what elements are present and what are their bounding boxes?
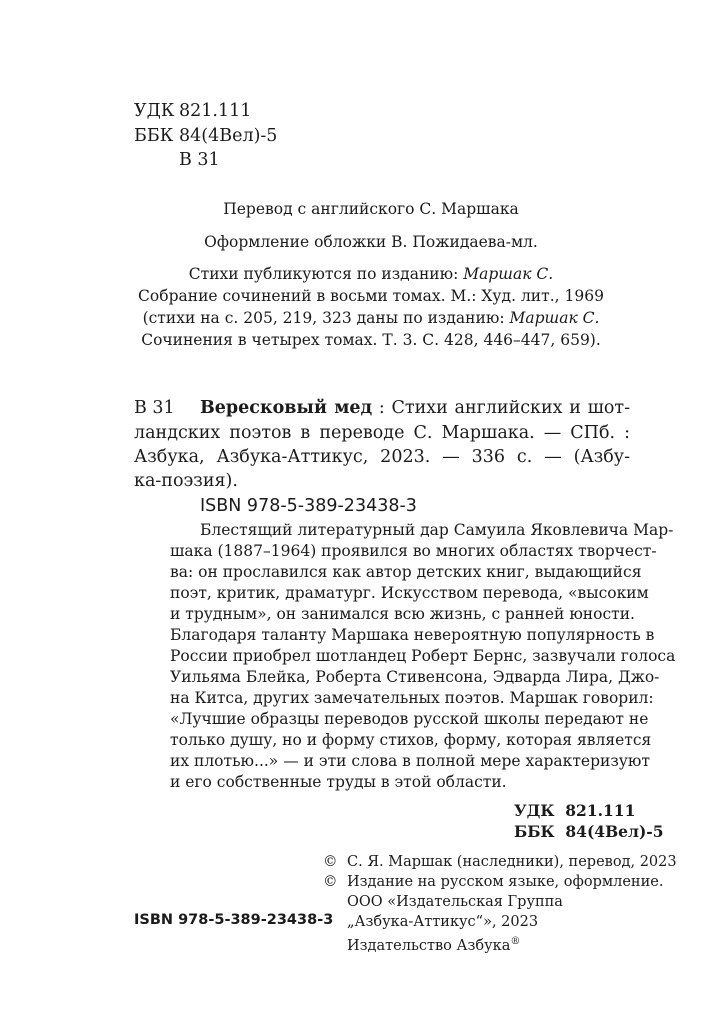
source-line-4: Сочинения в четырех томах. Т. 3. С. 428, 446–447, 659). xyxy=(141,331,601,349)
catalog-mark: В 31 xyxy=(134,398,175,418)
catalog-isbn: ISBN 978-5-389-23438-3 xyxy=(200,496,417,516)
annotation-line: и трудным», он занимался всю жизнь, с ранней юности. xyxy=(170,605,635,623)
annotation-line: Уильяма Блейка, Роберта Стивенсона, Эдварда Лира, Джо- xyxy=(170,668,660,686)
annotation-line: и его собственные труды в этой области. xyxy=(170,773,507,791)
bbk-label: ББК xyxy=(134,126,174,146)
source-prefix: Стихи публикуются по изданию: xyxy=(188,265,464,283)
annotation-line: поэт, критик, драматург. Искусством перевода, «высоким xyxy=(170,584,649,602)
annotation-line: «Лучшие образцы переводов русской школы передают не xyxy=(170,710,649,728)
annotation-line: их плотью...» — и эти слова в полной мере характеризуют xyxy=(170,752,650,770)
copyright-text-2: Издание на русском языке, оформление. xyxy=(347,874,664,890)
annotation-bbk: ББК 84(4Вел)-5 xyxy=(514,822,664,841)
source-line-3 xyxy=(0,309,709,327)
copyright-line-3: ООО «Издательская Группа xyxy=(347,894,563,910)
registered-mark: ® xyxy=(510,936,521,947)
annotation-line: шака (1887–1964) проявился во многих областях творчест- xyxy=(170,542,657,560)
udk-line xyxy=(134,101,251,121)
translation-credit: Перевод с английского С. Маршака xyxy=(223,200,519,218)
copyright-line-4: „Азбука-Аттикус“», 2023 xyxy=(347,914,539,930)
udk-label: УДК xyxy=(134,101,175,121)
copyright-text-1: С. Я. Маршак (наследники), перевод, 2023 xyxy=(347,854,677,870)
catalog-line-2: ландских поэтов в переводе С. Маршака. — СПб. : xyxy=(134,423,630,443)
copyright-line-5 xyxy=(323,932,677,956)
source-line3-prefix: (стихи на с. 205, 219, 323 даны по изданию: xyxy=(142,309,510,327)
publisher-name: Издательство Азбука xyxy=(347,937,511,954)
bbk-line xyxy=(134,126,277,146)
cover-design-credit: Оформление обложки В. Пожидаева-мл. xyxy=(204,233,538,251)
source-line3-author: Маршак С. xyxy=(509,309,600,327)
footer-isbn: ISBN 978-5-389-23438-3 xyxy=(134,912,334,928)
copyright-symbol: © xyxy=(323,854,338,870)
catalog-line-1 xyxy=(200,398,630,418)
catalog-line-3: Азбука, Азбука-Аттикус, 2023. — 336 с. — (Азбу- xyxy=(134,447,630,467)
annotation-line: Блестящий литературный дар Самуила Яковлевича Мар- xyxy=(200,521,674,539)
book-title: Вересковый мед xyxy=(200,398,373,418)
udk-value: 821.111 xyxy=(179,101,252,121)
author-mark: В 31 xyxy=(179,150,220,170)
copyright-line-2 xyxy=(323,872,677,892)
catalog-line-4: ка-поэзия). xyxy=(134,471,238,491)
annotation-line: на Китса, других замечательных поэтов. Маршак говорил: xyxy=(170,689,654,707)
source-line-2: Собрание сочинений в восьми томах. М.: Худ. лит., 1969 xyxy=(138,287,604,305)
catalog-line1-rest: : Стихи английских и шот- xyxy=(372,398,630,418)
copyright-block xyxy=(323,852,677,956)
source-line-1 xyxy=(0,265,709,283)
source-author: Маршак С. xyxy=(463,265,554,283)
annotation-line: только душу, но и форму стихов, форму, которая является xyxy=(170,731,652,749)
annotation-udk: УДК 821.111 xyxy=(514,801,636,820)
annotation-line: России приобрел шотландец Роберт Бернс, зазвучали голоса xyxy=(170,647,676,665)
annotation-line: Благодаря таланту Маршака невероятную популярность в xyxy=(170,626,655,644)
copyright-symbol: © xyxy=(323,874,338,890)
copyright-line-1 xyxy=(323,852,677,872)
bbk-value: 84(4Вел)-5 xyxy=(179,126,278,146)
annotation-line: ва: он прославился как автор детских книг, выдающийся xyxy=(170,563,642,581)
